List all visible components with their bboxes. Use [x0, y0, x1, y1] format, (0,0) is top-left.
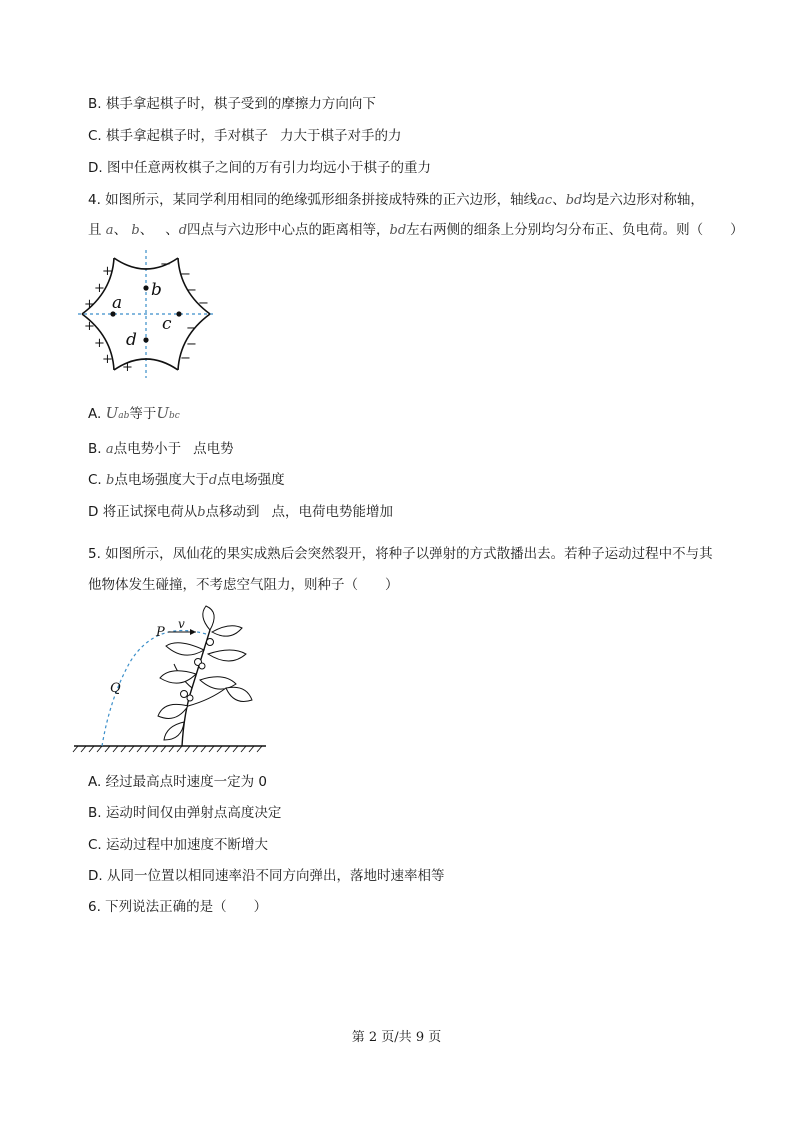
- plus-sign: +: [94, 336, 105, 351]
- minus-sign: −: [180, 351, 191, 366]
- q4-option-c: C. b点电场强度大于d点电场强度: [88, 472, 285, 488]
- seed-pod: [199, 663, 205, 669]
- q5-option-b: B. 运动时间仅由弹射点高度决定: [88, 805, 282, 821]
- leaf: [158, 704, 188, 718]
- q3-option-c: C. 棋手拿起棋子时，手对棋子 力大于棋子对手的力: [88, 128, 402, 144]
- q4-stem-line2: 且 a、 b、 、d四点与六边形中心点的距离相等，bd左右两侧的细条上分别均匀分布正、负电荷。则（ ）: [88, 222, 744, 238]
- page-footer: 第 2 页/共 9 页: [351, 1030, 442, 1045]
- label-a: a: [112, 293, 123, 313]
- plus-sign: +: [102, 352, 113, 367]
- point-b: [143, 285, 148, 290]
- label-P: P: [156, 625, 165, 640]
- point-d: [143, 337, 148, 342]
- plus-sign: +: [84, 297, 95, 312]
- q4-option-a: A. Uab等于Ubc: [88, 404, 180, 422]
- q5-option-c: C. 运动过程中加速度不断增大: [88, 837, 269, 853]
- minus-sign: −: [160, 257, 171, 272]
- q4-hexagon-figure: [76, 248, 216, 380]
- q5-option-d: D. 从同一位置以相同速率沿不同方向弹出，落地时速率相等: [88, 868, 445, 884]
- label-v: v: [178, 617, 185, 631]
- minus-sign: −: [186, 283, 197, 298]
- minus-sign: −: [180, 267, 191, 282]
- seed-pod: [207, 639, 214, 646]
- velocity-arrowhead: [190, 629, 196, 635]
- q6-stem-line1: 6. 下列说法正确的是（ ）: [88, 899, 268, 915]
- plant-branch: [188, 688, 226, 706]
- seed-pod: [181, 691, 188, 698]
- leaf: [164, 722, 184, 740]
- point-c: [176, 311, 181, 316]
- q4-option-d: D 将正试探电荷从b点移动到 点，电荷电势能增加: [88, 504, 394, 520]
- label-b: b: [151, 280, 162, 300]
- label-Q: Q: [110, 681, 121, 696]
- plus-sign: +: [84, 319, 95, 334]
- q4-stem-line1: 4. 如图所示，某同学利用相同的绝缘弧形细条拼接成特殊的正六边形，轴线ac、bd均是六边形对称轴，: [88, 192, 704, 208]
- q5-stem-line1: 5. 如图所示，凤仙花的果实成熟后会突然裂开，将种子以弹射的方式散播出去。若种子运动过程中不与其: [88, 546, 713, 562]
- plus-sign: +: [102, 264, 113, 279]
- leaf: [203, 606, 214, 630]
- leaf: [166, 643, 204, 655]
- minus-sign: −: [186, 321, 197, 336]
- q4-option-b: B. a点电势小于 点电势: [88, 441, 234, 457]
- label-d: d: [126, 330, 137, 350]
- minus-sign: −: [198, 296, 209, 311]
- q5-option-a: A. 经过最高点时速度一定为 0: [88, 774, 267, 790]
- leaf: [208, 650, 246, 661]
- leaf: [212, 626, 242, 636]
- plus-sign: +: [94, 281, 105, 296]
- leaf: [226, 687, 252, 701]
- ground-hatching: [73, 746, 262, 752]
- q3-option-d: D. 图中任意两枚棋子之间的万有引力均远小于棋子的重力: [88, 160, 431, 176]
- label-c: c: [162, 314, 172, 334]
- seed-pod: [187, 695, 193, 701]
- plus-sign: +: [122, 360, 133, 375]
- minus-sign: −: [186, 337, 197, 352]
- q5-stem-line2: 他物体发生碰撞，不考虑空气阻力，则种子（ ）: [88, 577, 399, 593]
- leaf: [160, 671, 196, 683]
- q3-option-b: B. 棋手拿起棋子时，棋子受到的摩擦力方向向下: [88, 96, 376, 112]
- q5-plant-figure: [70, 602, 270, 760]
